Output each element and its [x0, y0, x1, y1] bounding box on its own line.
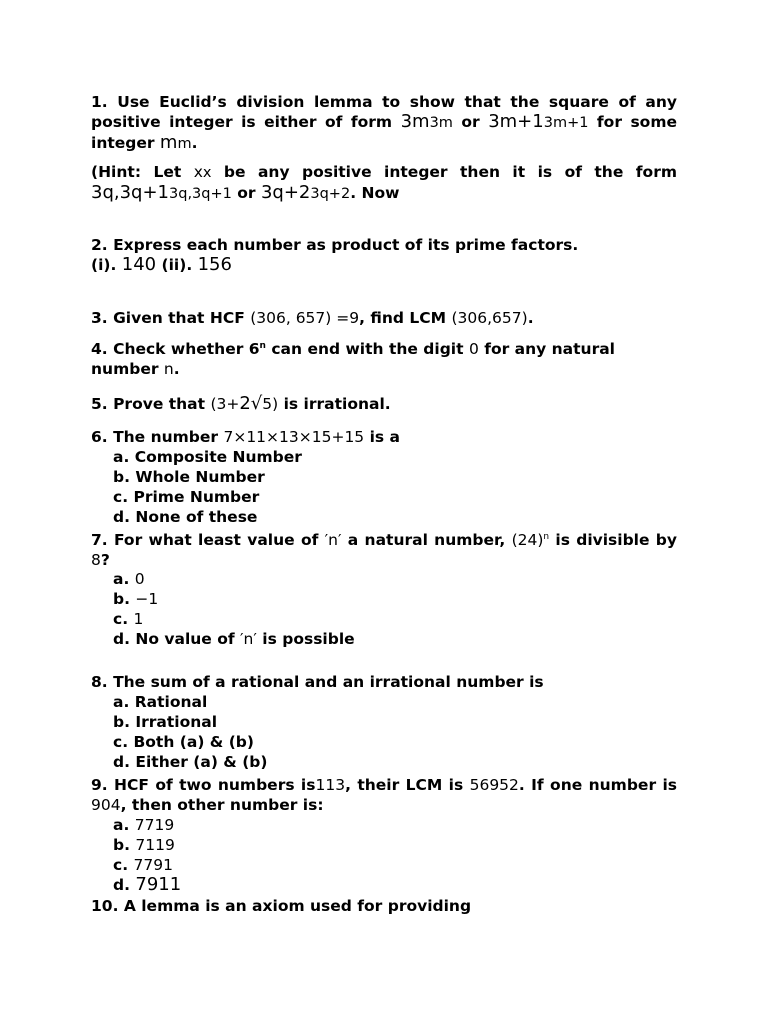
- q3-text: , find LCM: [359, 309, 452, 327]
- q1-text: or: [452, 113, 489, 131]
- q5-math: 5): [262, 395, 279, 413]
- question-6: [91, 427, 677, 527]
- option-label: d.: [113, 876, 136, 894]
- q5-text: 5. Prove that: [91, 395, 211, 413]
- hint-text: . Now: [350, 184, 400, 202]
- question-3: [91, 308, 677, 328]
- option-label: b.: [113, 590, 136, 608]
- q3-text: .: [527, 309, 534, 327]
- q4-text: can end with the digit: [265, 340, 469, 358]
- option-b: b. Whole Number: [113, 468, 265, 486]
- q9-math: 904: [91, 796, 121, 814]
- q1-math-alt: 3m: [429, 115, 453, 131]
- hint-text: or: [231, 184, 261, 202]
- q7-math: 8: [91, 551, 101, 569]
- question-7-options: [91, 569, 677, 649]
- hint-math-alt: 3q+2: [310, 186, 351, 202]
- option-a: [91, 815, 677, 835]
- q9-math: 113: [315, 776, 346, 794]
- option-d: [91, 875, 677, 895]
- option-a: [91, 569, 677, 589]
- q4-math: n: [163, 360, 174, 378]
- hint-math-alt: 3q,3q+1: [169, 186, 232, 202]
- option-b: [91, 835, 677, 855]
- option-b: [91, 589, 677, 609]
- q2-text: 2. Express each number as product of its prime factors.: [91, 236, 579, 254]
- option-value: 0: [134, 570, 145, 588]
- question-8: [91, 672, 677, 772]
- q1-math: 3m+1: [488, 111, 544, 132]
- q2-part-label: (i).: [91, 256, 122, 274]
- option-text: is possible: [256, 630, 355, 648]
- option-d: [91, 629, 677, 649]
- q9-text: , their LCM is: [345, 776, 470, 794]
- q7-math: (24): [511, 531, 544, 549]
- hint-text: (Hint: Let: [91, 163, 194, 181]
- hint-text: be any positive integer then it is of the form: [211, 163, 677, 181]
- q6-text: is a: [364, 428, 400, 446]
- q1-text: .: [191, 134, 198, 152]
- option-label: a.: [113, 570, 135, 588]
- option-b: b. Irrational: [113, 713, 218, 731]
- option-c: c. Both (a) & (b): [113, 733, 254, 751]
- question-10: [91, 896, 677, 916]
- q7-math: ′n′: [324, 531, 342, 549]
- option-a: a. Rational: [113, 693, 208, 711]
- q2-part-value: 140: [121, 254, 157, 275]
- q1-math-alt: m: [177, 136, 192, 152]
- q7-text: ?: [100, 551, 110, 569]
- hint-math: 3q+2: [260, 182, 311, 203]
- q6-text: 6. The number: [91, 428, 224, 446]
- question-5: [91, 394, 677, 414]
- option-value: −1: [135, 590, 159, 608]
- option-c: [91, 855, 677, 875]
- q7-text: is divisible by: [549, 531, 677, 549]
- hint-math: 3q,3q+1: [91, 182, 170, 203]
- q4-text: 4. Check whether 6: [91, 340, 260, 358]
- option-value: 7911: [135, 874, 182, 895]
- option-label: b.: [113, 836, 136, 854]
- q9-text: , then other number is:: [120, 796, 324, 814]
- q4-math: 0: [468, 340, 479, 358]
- q2-part-label: (ii).: [156, 256, 198, 274]
- q7-exponent: n: [543, 532, 550, 542]
- q1-math-alt: 3m+1: [543, 115, 589, 131]
- q9-text: 9. HCF of two numbers is: [91, 776, 316, 794]
- question-4: [91, 339, 677, 379]
- question-1-hint: [91, 162, 677, 204]
- q9-text: . If one number is: [518, 776, 677, 794]
- hint-math: x: [193, 163, 203, 181]
- question-2: [91, 235, 677, 275]
- q3-math: (306, 657) =9: [250, 309, 360, 327]
- option-label: d. No value of: [113, 630, 241, 648]
- q5-text: is irrational.: [278, 395, 391, 413]
- q9-math: 56952: [469, 776, 519, 794]
- option-c: c. Prime Number: [113, 488, 260, 506]
- question-1: [91, 92, 677, 154]
- option-value: 7791: [133, 856, 173, 874]
- q4-text: for any natural number: [91, 340, 615, 378]
- option-value: 7719: [134, 816, 175, 834]
- option-label: a.: [113, 816, 135, 834]
- q3-text: 3. Given that HCF: [91, 309, 251, 327]
- q4-text: .: [173, 360, 180, 378]
- q6-math: 7×11×13×15+15: [223, 428, 365, 446]
- q8-text: 8. The sum of a rational and an irrational number is: [91, 673, 544, 691]
- option-label: c.: [113, 610, 134, 628]
- question-7: [91, 530, 677, 570]
- option-d: d. Either (a) & (b): [113, 753, 268, 771]
- option-label: c.: [113, 856, 134, 874]
- option-d: d. None of these: [113, 508, 258, 526]
- option-c: [91, 609, 677, 629]
- q7-text: a natural number,: [341, 531, 512, 549]
- q4-exponent: n: [259, 341, 266, 351]
- q5-math: 2√: [239, 393, 263, 414]
- q1-text: 1. Use Euclid’s division lemma to show that the square of any positive integer is either of form: [91, 93, 677, 131]
- q1-text: for some integer: [91, 113, 677, 152]
- q1-math: 3m: [400, 111, 430, 132]
- q10-text: 10. A lemma is an axiom used for providing: [91, 897, 472, 915]
- option-value: 1: [133, 610, 144, 628]
- q3-math: (306,657): [451, 309, 528, 327]
- option-math: ′n′: [240, 630, 257, 648]
- option-a: a. Composite Number: [113, 448, 302, 466]
- option-value: 7119: [135, 836, 175, 854]
- q1-math: m: [159, 132, 178, 153]
- hint-math-alt: x: [202, 165, 212, 181]
- question-9: [91, 775, 677, 895]
- q7-text: 7. For what least value of: [91, 531, 325, 549]
- q5-math: (3+: [210, 395, 240, 413]
- q2-part-value: 156: [197, 254, 232, 275]
